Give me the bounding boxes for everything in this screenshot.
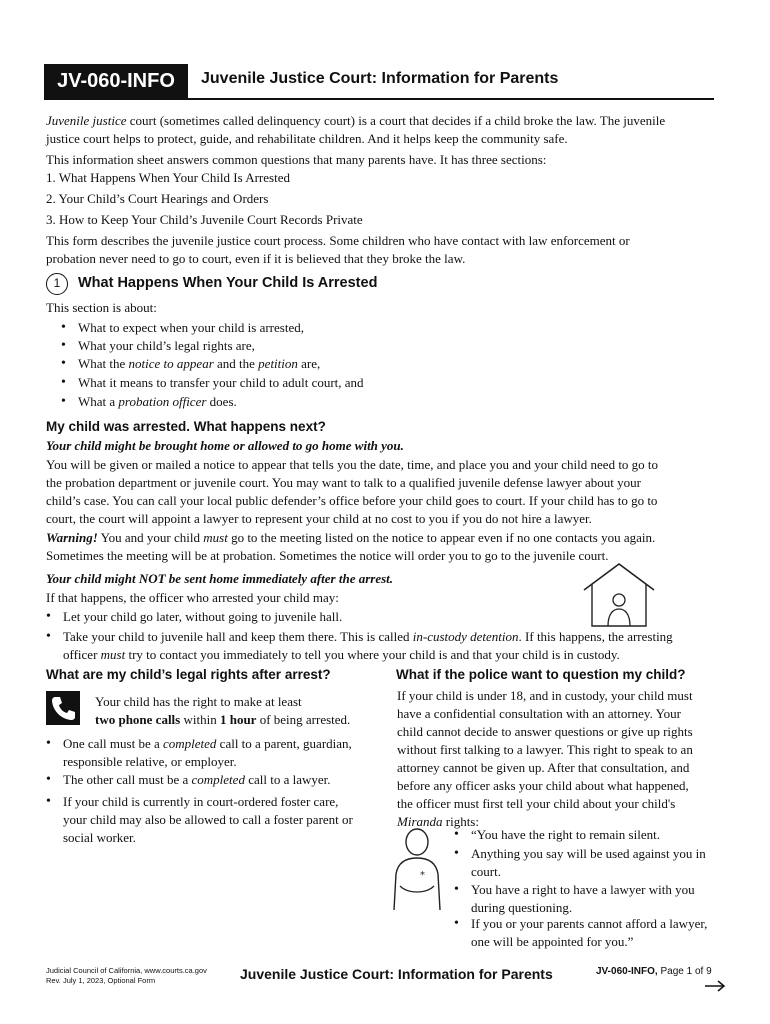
intro-text: probation never need to go to court, even if it is believed that they broke the law.: [46, 251, 466, 266]
arrested-paragraph: [46, 456, 716, 528]
emphasis: 1 hour: [219, 712, 257, 727]
term-miranda: Miranda: [397, 814, 443, 829]
text: go to the meeting listed on the notice to appear even if no one contacts you again.: [227, 530, 656, 545]
text: one will be appointed for you.”: [471, 934, 634, 949]
term-in-custody-detention: in-custody detention: [412, 629, 519, 644]
text: before any officer asks your child about what happened,: [397, 778, 689, 793]
section-about: This section is about:: [46, 300, 157, 315]
list-item: [471, 881, 731, 917]
phone-icon: [46, 691, 80, 725]
intro-paragraph-1: [46, 112, 716, 148]
arrow-right-icon: [704, 980, 726, 992]
text: One call must be a: [63, 736, 163, 751]
list-item: [63, 735, 383, 771]
arrested-subheading-1: Your child might be brought home or allowed to go home with you.: [46, 438, 404, 453]
text: court.: [471, 864, 501, 879]
section-number: 1: [46, 273, 68, 295]
text: child cannot decide to answer questions or give up rights: [397, 724, 693, 739]
text: You and your child: [97, 530, 204, 545]
footer-page-number: Page 1 of 9: [660, 966, 712, 977]
emphasis: must: [203, 530, 228, 545]
text: attorney cannot be given up. After that consultation, and: [397, 760, 690, 775]
intro-list-item-1: 1. What Happens When Your Child Is Arrested: [46, 170, 290, 185]
text: You have a right to have a lawyer with you: [471, 882, 695, 897]
footer-council: Judicial Council of California, www.courts.ca.gov: [46, 966, 207, 975]
text: are,: [297, 356, 321, 371]
list-item: [63, 628, 723, 664]
text: your child may also be allowed to call a foster parent or: [63, 812, 353, 827]
header-divider: [44, 98, 714, 100]
footer-form-id: JV-060-INFO,: [596, 966, 658, 977]
rights-heading: What are my child’s legal rights after arrest?: [46, 667, 331, 682]
term-petition: petition: [258, 356, 298, 371]
list-item: [471, 915, 741, 951]
page-title: Juvenile Justice Court: Information for Parents: [201, 70, 559, 87]
police-paragraph: [397, 687, 727, 831]
emphasis: must: [100, 647, 126, 662]
officer-may-intro: If that happens, the officer who arrested your child may:: [46, 590, 339, 605]
term-juvenile-justice: Juvenile justice: [46, 113, 127, 128]
list-item: • What your child’s legal rights are,: [78, 337, 255, 355]
arrested-subheading-2: Your child might NOT be sent home immediately after the arrest.: [46, 571, 394, 586]
footer-title: Juvenile Justice Court: Information for Parents: [240, 966, 553, 982]
list-item: • What to expect when your child is arrested,: [78, 319, 304, 337]
list-item: [471, 845, 731, 881]
intro-text: court (sometimes called delinquency court) is a court that decides if a child broke the law. The juvenile: [126, 113, 666, 128]
text: The other call must be a: [63, 772, 192, 787]
text: the officer must first tell your child about your child's: [397, 796, 676, 811]
intro-paragraph-3: [46, 232, 716, 268]
text: have a confidential consultation with an attorney. Your: [397, 706, 682, 721]
phone-rights: [95, 693, 385, 729]
text: Sometimes the meeting will be at probation. Sometimes the notice will order you to go to the juvenile court.: [46, 548, 609, 563]
text: during questioning.: [471, 900, 573, 915]
intro-list-item-3: 3. How to Keep Your Child’s Juvenile Court Records Private: [46, 212, 363, 227]
text: What a: [78, 394, 119, 409]
emphasis: completed: [191, 772, 245, 787]
text: responsible relative, or employer.: [63, 754, 237, 769]
list-item: [78, 393, 237, 411]
text: within: [180, 712, 220, 727]
text: If your child is under 18, and in custody, your child must: [397, 688, 693, 703]
text: If you or your parents cannot afford a lawyer,: [471, 916, 708, 931]
text: If your child is currently in court-ordered foster care,: [63, 794, 339, 809]
intro-paragraph-2: This information sheet answers common questions that many parents have. It has three sections:: [46, 152, 547, 167]
text: You will be given or mailed a notice to appear that tells you the date, time, and place you and your child need to go to: [46, 457, 659, 472]
emphasis: completed: [163, 736, 217, 751]
text: and the: [213, 356, 259, 371]
text: . If this happens, the arresting: [518, 629, 673, 644]
text: officer: [63, 647, 101, 662]
text: social worker.: [63, 830, 136, 845]
emphasis: two phone calls: [95, 712, 181, 727]
text: rights:: [442, 814, 479, 829]
intro-text: justice court helps to protect, guide, and rehabilitate children. And it helps keep the community safe.: [46, 131, 568, 146]
form-id-badge: JV-060-INFO: [44, 64, 188, 98]
text: the probation department or juvenile court. You may want to talk to a qualified juvenile defense lawyer about your: [46, 475, 641, 490]
text: court, the court will appoint a lawyer to represent your child at no cost to you if you do not hire a lawyer.: [46, 511, 592, 526]
list-item: • “You have the right to remain silent.: [471, 826, 660, 844]
officer-icon: [386, 826, 448, 912]
footer-revision: Rev. July 1, 2023, Optional Form: [46, 976, 156, 985]
text: Anything you say will be used against you in: [471, 846, 706, 861]
police-heading: What if the police want to question my child?: [396, 667, 686, 682]
term-probation-officer: probation officer: [118, 394, 207, 409]
warning-label: Warning!: [46, 530, 98, 545]
term-notice-to-appear: notice to appear: [128, 356, 214, 371]
intro-list-item-2: 2. Your Child’s Court Hearings and Orders: [46, 191, 269, 206]
text: Your child has the right to make at least: [95, 694, 302, 709]
text: call to a lawyer.: [244, 772, 331, 787]
footer-page-info: [596, 965, 712, 979]
text: does.: [206, 394, 237, 409]
list-item: [63, 793, 383, 847]
text: call to a parent, guardian,: [216, 736, 352, 751]
section-title: What Happens When Your Child Is Arrested: [78, 275, 378, 291]
text: without first talking to a lawyer. This right to speak to an: [397, 742, 693, 757]
list-item: [63, 771, 331, 789]
house-icon: [580, 560, 658, 630]
intro-text: This form describes the juvenile justice court process. Some children who have contact with law enforcement or: [46, 233, 630, 248]
text: of being arrested.: [256, 712, 351, 727]
list-item: • What it means to transfer your child to adult court, and: [78, 374, 364, 392]
arrested-heading: My child was arrested. What happens next?: [46, 419, 326, 434]
list-item: [78, 355, 320, 373]
text: What the: [78, 356, 129, 371]
svg-text:*: *: [420, 870, 425, 881]
text: try to contact you immediately to tell you where your child is and that your child is in custody.: [125, 647, 620, 662]
text: child’s case. You can call your local public defender’s office before your child goes to court. If your child has to go to: [46, 493, 658, 508]
text: Take your child to juvenile hall and keep them there. This is called: [63, 629, 413, 644]
list-item: • Let your child go later, without going to juvenile hall.: [63, 608, 342, 626]
